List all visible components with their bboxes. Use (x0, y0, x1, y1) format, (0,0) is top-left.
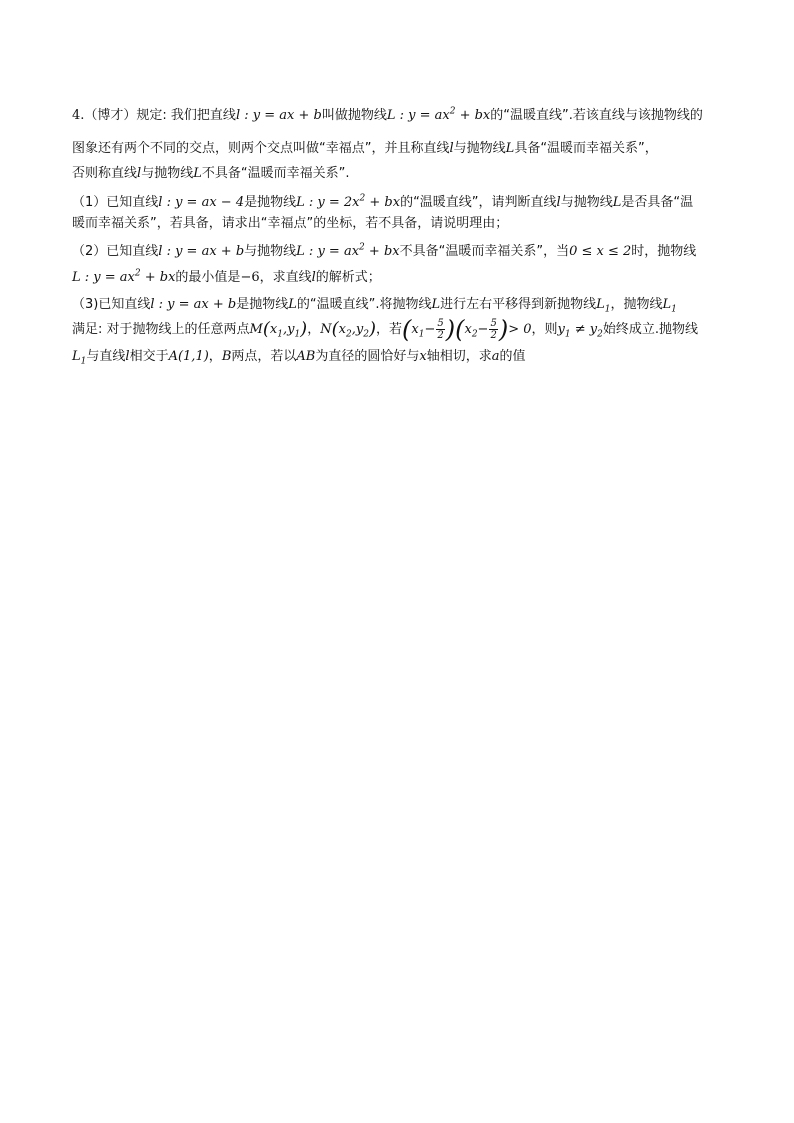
problem-line-2 (72, 139, 732, 159)
text: 两点，若以 (231, 349, 297, 364)
text: 与直线 (86, 349, 126, 364)
var: N (320, 322, 332, 337)
subscript: 2 (363, 329, 369, 340)
equation-parabola-l (72, 270, 175, 285)
text: 与抛物线 (453, 141, 506, 156)
paren: ) (498, 315, 509, 344)
problem-text (72, 106, 732, 367)
text: 时，抛物线 (631, 244, 697, 259)
equation-line-l: l : y = ax − 4 (158, 195, 245, 210)
coord: (1,1) (177, 349, 209, 364)
text: 的“温暖直线”.若该直线与该抛物线的 (490, 108, 703, 123)
var-L1 (662, 297, 677, 315)
var: L (596, 297, 605, 312)
subscript: 1 (277, 329, 283, 340)
equation-line-l: l : y = ax + b (235, 108, 322, 123)
point-A (169, 349, 209, 364)
subscript: 1 (604, 304, 611, 315)
text: 具备“温暖而幸福关系”， (514, 141, 658, 156)
point-M: $M(x_1,y_1)$ (249, 318, 308, 340)
part-2-line-1 (72, 242, 732, 262)
point-N: $N(x_2,y_2)$ (320, 318, 376, 340)
text: 是抛物线 (244, 195, 297, 210)
paren: ) (445, 315, 456, 344)
var: M (249, 322, 263, 337)
paren: ( (455, 315, 465, 344)
var-L: L (505, 141, 515, 156)
point-B: B (221, 349, 232, 364)
var-l: l (125, 349, 130, 364)
numerator: 5 (490, 318, 497, 329)
var-l: l (311, 270, 316, 285)
equation-parabola-l (296, 244, 399, 259)
var: x (338, 322, 346, 337)
fraction (489, 318, 497, 341)
fraction (436, 318, 444, 341)
inequality (401, 315, 532, 344)
var: A (168, 349, 178, 364)
var: y (287, 322, 295, 337)
subscript: 1 (564, 329, 571, 340)
text: 的“温暖直线”，请判断直线 (400, 195, 557, 210)
eq-part: L : y = 2x (296, 195, 360, 210)
var: L (72, 349, 81, 364)
var-L1 (596, 297, 611, 315)
min-value: −6 (240, 270, 260, 285)
subscript: 2 (471, 329, 478, 340)
var: L (662, 297, 672, 312)
problem-number: 4. (72, 108, 85, 123)
part-1-line-2 (72, 214, 732, 234)
denominator: 2 (490, 330, 497, 341)
var: y (589, 322, 598, 337)
eq-part: L : y = ax (296, 244, 360, 259)
var: x (411, 322, 419, 337)
text: ， (307, 322, 321, 337)
equation-line-l: l : y = ax + b (158, 244, 245, 259)
var-L1 (72, 349, 87, 367)
paren: ( (401, 315, 412, 344)
eq-part: + bx (140, 270, 176, 285)
problem-header-line (72, 106, 732, 126)
text: 不具备“温暖而幸福关系”. (201, 166, 350, 181)
subscript: 2 (597, 329, 603, 340)
text: 满足: 对于抛物线上的任意两点 (72, 322, 250, 337)
part-3-line-2 (72, 315, 732, 344)
paren: ) (300, 318, 308, 340)
gt-zero: > 0 (508, 322, 532, 337)
part-2-label: （2）已知直线 (72, 244, 159, 259)
numerator: 5 (437, 318, 444, 329)
text: 为直径的圆恰好与 (315, 349, 420, 364)
var-L: L (193, 166, 202, 181)
text: 与抛物线 (244, 244, 297, 259)
paren: ( (262, 318, 270, 340)
part-3-label: （3)已知直线 (72, 297, 151, 312)
equation-line-l: l : y = ax + b (150, 297, 237, 312)
eq-part: L : y = ax (72, 270, 135, 285)
segment-AB: AB (296, 349, 316, 364)
text: ，若 (375, 322, 402, 337)
text: 的解析式； (315, 270, 381, 285)
subscript: 1 (418, 329, 425, 340)
text: 与抛物线 (141, 166, 194, 181)
var-x: x (419, 349, 427, 364)
eq-part: + bx (365, 195, 401, 210)
part-2-line-2 (72, 268, 732, 288)
equation-parabola-l (296, 195, 400, 210)
text: ， (208, 349, 222, 364)
exponent: 2 (449, 106, 456, 117)
not-equal: ≠ (570, 322, 590, 337)
exponent: 2 (359, 242, 365, 253)
condition-range: 0 ≤ x ≤ 2 (569, 244, 632, 259)
eq-part: L : y = ax (386, 108, 450, 123)
var-l: l (137, 166, 142, 181)
text: 进行左右平移得到新抛物线 (440, 297, 597, 312)
part-1-line-1 (72, 193, 732, 213)
var: x (269, 322, 278, 337)
text: 的“温暖直线”.将抛物线 (296, 297, 432, 312)
text: 否则称直线 (72, 166, 138, 181)
subscript: 1 (80, 356, 87, 367)
subscript: 1 (671, 304, 677, 315)
minus: − (477, 322, 489, 337)
text: 是抛物线 (236, 297, 289, 312)
var-L: L (431, 297, 441, 312)
text: 的最小值是 (175, 270, 241, 285)
text: 图象还有两个不同的交点，则两个交点叫做“幸福点”，并且称直线 (72, 141, 450, 156)
text: ，抛物线 (610, 297, 663, 312)
problem-source: （博才） (84, 108, 137, 123)
text: 不具备“温暖而幸福关系”，当 (399, 244, 570, 259)
var-a: a (491, 349, 500, 364)
exponent: 2 (134, 268, 141, 279)
var-L: L (288, 297, 297, 312)
paren: ( (331, 318, 339, 340)
text: ，则 (531, 322, 558, 337)
var-l: l (556, 195, 561, 210)
subscript: 1 (294, 329, 301, 340)
part-1-label: （1）已知直线 (72, 195, 159, 210)
text: 的值 (499, 349, 526, 364)
paren: ) (368, 318, 376, 340)
var: y (557, 322, 565, 337)
text: 叫做抛物线 (321, 108, 387, 123)
minus: − (424, 322, 436, 337)
eq-part: + bx (455, 108, 491, 123)
text: 轴相切，求 (426, 349, 492, 364)
var: x (464, 322, 472, 337)
equation-parabola-l (387, 108, 490, 123)
text: 相交于 (129, 349, 169, 364)
text: 始终成立.抛物线 (602, 322, 699, 337)
text: 暖而幸福关系”，若具备，请求出“幸福点”的坐标，若不具备，请说明理由； (72, 216, 509, 231)
var-l: l (449, 141, 454, 156)
text: 规定: 我们把直线 (136, 108, 236, 123)
y-inequality (557, 322, 603, 340)
part-3-line-3 (72, 347, 732, 367)
problem-line-3 (72, 164, 732, 184)
text: 是否具备“温 (621, 195, 694, 210)
text: 与抛物线 (560, 195, 613, 210)
text: ，求直线 (259, 270, 312, 285)
exponent: 2 (359, 193, 366, 204)
part-3-line-1 (72, 295, 732, 315)
var: y (355, 322, 364, 337)
eq-part: + bx (364, 244, 400, 259)
denominator: 2 (437, 330, 444, 341)
subscript: 2 (345, 329, 352, 340)
var-L: L (612, 195, 622, 210)
